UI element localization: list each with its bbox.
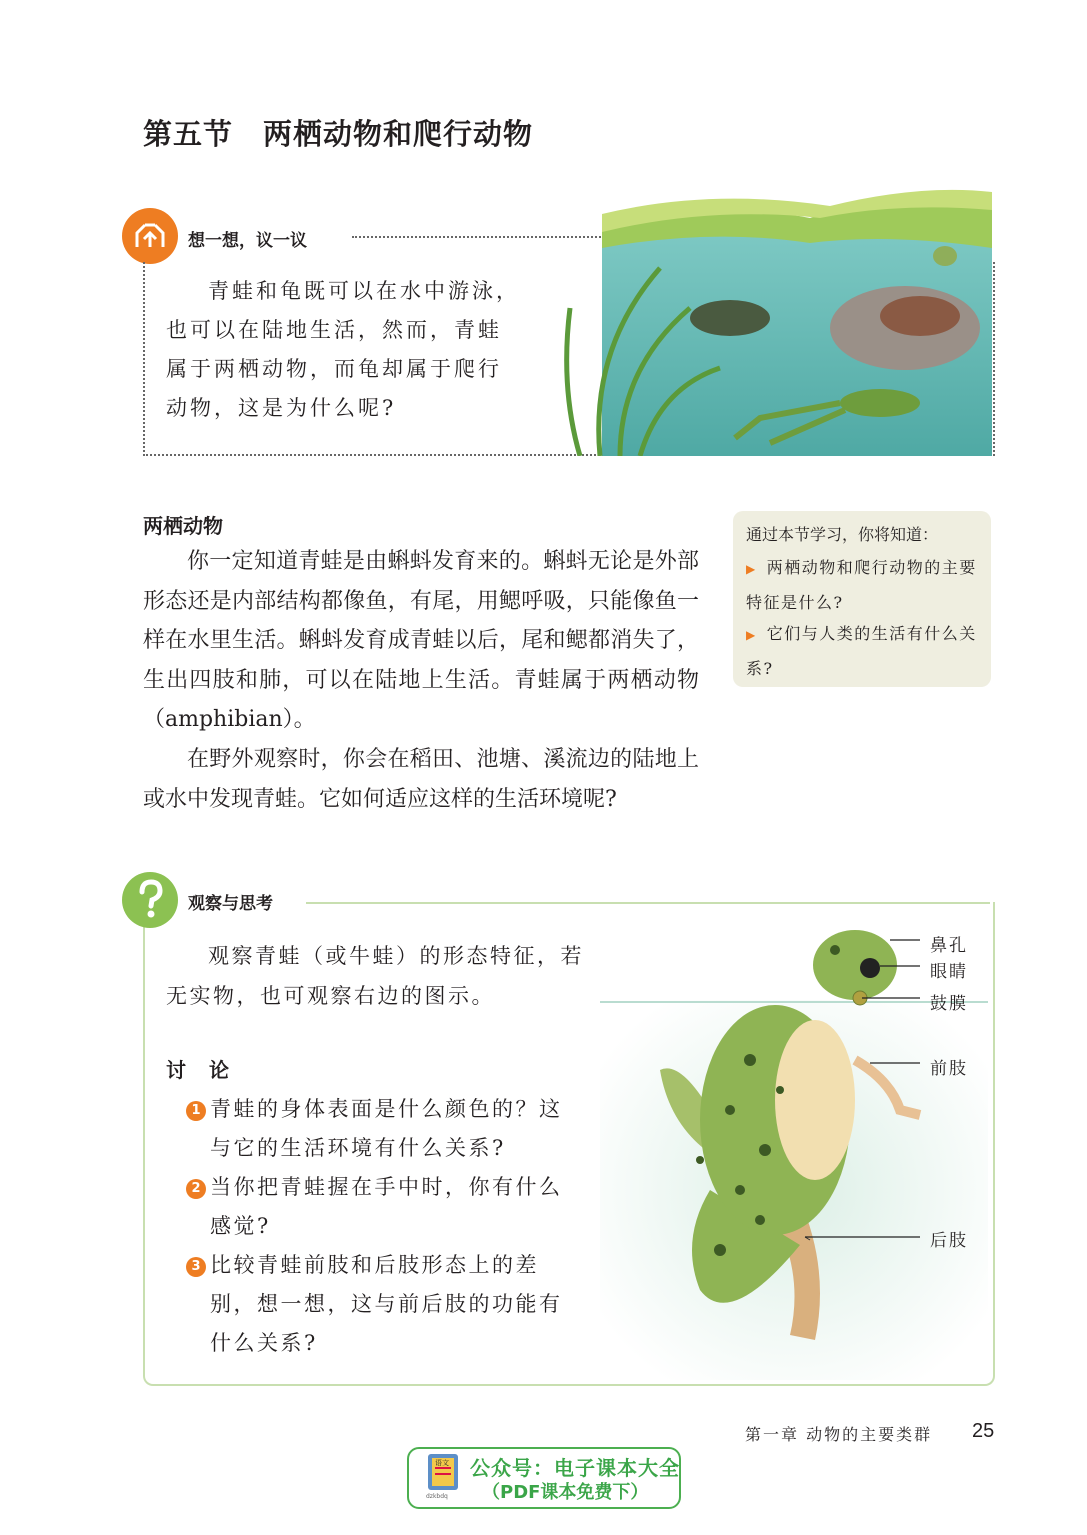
label-eardrum: 鼓膜: [930, 994, 968, 1014]
bullet-triangle-icon: ▶: [746, 562, 757, 576]
label-eye: 眼睛: [930, 962, 968, 982]
bullet-triangle-icon: ▶: [746, 628, 757, 642]
promo-line-2: （PDF课本免费下）: [482, 1482, 649, 1503]
svg-text:语文: 语文: [435, 1459, 449, 1467]
discussion-question: 3 比较青蛙前肢和后肢形态上的差 别，想一想，这与前后肢的功能有 什么关系?: [186, 1246, 596, 1363]
discussion-question: 2 当你把青蛙握在手中时，你有什么 感觉?: [186, 1168, 596, 1246]
label-hindlimb: 后肢: [930, 1231, 968, 1251]
learning-goal-item: ▶ 它们与人类的生活有什么关系?: [746, 624, 977, 678]
learning-goals-heading: 通过本节学习，你将知道：: [746, 525, 939, 544]
number-badge: 2: [186, 1179, 206, 1199]
page-number: 25: [972, 1420, 995, 1442]
label-forelimb: 前肢: [930, 1059, 968, 1079]
discuss-heading: 讨 论: [166, 1058, 237, 1082]
svg-text:dzkbdq: dzkbdq: [426, 1493, 448, 1500]
label-nostril: 鼻孔: [930, 936, 968, 956]
body-text: 你一定知道青蛙是由蝌蚪发育来的。蝌蚪无论是外部形态还是内部结构都像鱼，有尾，用鳃呼吸，只能像鱼一样在水里生活。蝌蚪发育成青蛙以后，尾和鳃都消失了，生出四肢和肺，可以在陆地上生活。青蛙属于两栖动物（amphibian）。 在野外观察时，你会在稻田、池塘、溪流边的陆地上或水中发现青蛙。它如何适应这样的生活环境呢?: [143, 549, 699, 812]
learning-goal-item: ▶ 两栖动物和爬行动物的主要特征是什么?: [746, 558, 977, 612]
discussion-question: 1 青蛙的身体表面是什么颜色的？这 与它的生活环境有什么关系?: [186, 1090, 596, 1168]
think-heading: 想一想，议一议: [188, 231, 307, 251]
observe-question-icon: [122, 872, 178, 928]
promo-line-1: 公众号：电子课本大全: [470, 1456, 680, 1480]
number-badge: 3: [186, 1257, 206, 1277]
book-icon: [424, 1452, 464, 1500]
observe-intro: 观察青蛙（或牛蛙）的形态特征，若无实物，也可观察右边的图示。: [166, 944, 584, 1008]
number-badge: 1: [186, 1101, 206, 1121]
page-title: 第五节 两栖动物和爬行动物: [143, 117, 534, 151]
observe-heading: 观察与思考: [188, 894, 273, 914]
chapter-footer: 第一章 动物的主要类群: [745, 1425, 933, 1444]
pond-illustration: [560, 188, 992, 456]
think-discuss-icon: [122, 208, 178, 264]
section-heading: 两栖动物: [143, 514, 223, 538]
think-text: 青蛙和龟既可以在水中游泳， 也可以在陆地生活，然而，青蛙 属于两栖动物，而龟却属于爬行 动物，这是为什么呢?: [166, 279, 520, 420]
